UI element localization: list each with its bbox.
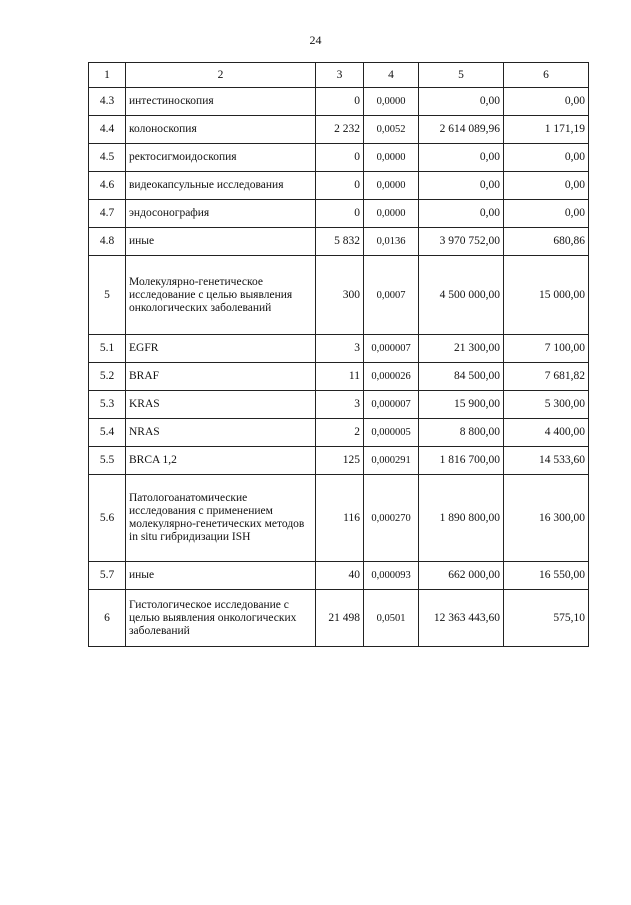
header-row [89, 63, 589, 88]
row-count: 3 [316, 391, 364, 419]
row-name: EGFR [126, 335, 316, 363]
page-number: 24 [309, 33, 322, 47]
row-name: Гистологическое исследование с целью выявления онкологических заболеваний [126, 590, 316, 647]
row-cost: 0,00 [504, 144, 589, 172]
row-number: 5.3 [89, 391, 126, 419]
row-number: 6 [89, 590, 126, 647]
row-count: 0 [316, 88, 364, 116]
header-cell: 6 [504, 63, 589, 88]
table-row [89, 562, 589, 590]
row-norm: 0,000291 [364, 447, 419, 475]
table-row [89, 256, 589, 335]
table-row [89, 200, 589, 228]
row-sum: 662 000,00 [419, 562, 504, 590]
row-norm: 0,000093 [364, 562, 419, 590]
row-name: колоноскопия [126, 116, 316, 144]
row-count: 125 [316, 447, 364, 475]
row-name: KRAS [126, 391, 316, 419]
row-number: 5.1 [89, 335, 126, 363]
row-sum: 1 890 800,00 [419, 475, 504, 562]
row-number: 4.8 [89, 228, 126, 256]
row-name: эндосонография [126, 200, 316, 228]
row-norm: 0,000007 [364, 391, 419, 419]
row-cost: 14 533,60 [504, 447, 589, 475]
row-count: 5 832 [316, 228, 364, 256]
row-sum: 0,00 [419, 88, 504, 116]
row-cost: 16 550,00 [504, 562, 589, 590]
row-norm: 0,000270 [364, 475, 419, 562]
row-norm: 0,0000 [364, 144, 419, 172]
row-number: 5.5 [89, 447, 126, 475]
row-count: 2 [316, 419, 364, 447]
row-number: 5.2 [89, 363, 126, 391]
row-count: 2 232 [316, 116, 364, 144]
row-name: Молекулярно-генетическое исследование с целью выявления онкологических заболеваний [126, 256, 316, 335]
row-cost: 0,00 [504, 200, 589, 228]
row-number: 4.6 [89, 172, 126, 200]
row-norm: 0,0136 [364, 228, 419, 256]
header-cell: 4 [364, 63, 419, 88]
header-cell: 3 [316, 63, 364, 88]
row-count: 40 [316, 562, 364, 590]
row-name: BRAF [126, 363, 316, 391]
row-name: BRCA 1,2 [126, 447, 316, 475]
data-table [88, 62, 589, 647]
header-cell: 5 [419, 63, 504, 88]
row-sum: 12 363 443,60 [419, 590, 504, 647]
row-norm: 0,0000 [364, 172, 419, 200]
row-sum: 0,00 [419, 144, 504, 172]
header-cell: 2 [126, 63, 316, 88]
row-sum: 15 900,00 [419, 391, 504, 419]
table-row [89, 363, 589, 391]
row-cost: 7 681,82 [504, 363, 589, 391]
row-sum: 0,00 [419, 172, 504, 200]
row-cost: 4 400,00 [504, 419, 589, 447]
row-cost: 16 300,00 [504, 475, 589, 562]
row-norm: 0,0007 [364, 256, 419, 335]
row-count: 3 [316, 335, 364, 363]
table-row [89, 88, 589, 116]
row-count: 0 [316, 172, 364, 200]
table-row [89, 475, 589, 562]
row-norm: 0,0052 [364, 116, 419, 144]
row-norm: 0,0501 [364, 590, 419, 647]
row-number: 4.3 [89, 88, 126, 116]
table-row [89, 590, 589, 647]
row-number: 4.4 [89, 116, 126, 144]
row-number: 4.7 [89, 200, 126, 228]
row-count: 21 498 [316, 590, 364, 647]
row-norm: 0,0000 [364, 88, 419, 116]
table-row [89, 335, 589, 363]
row-name: Патологоанатомические исследования с применением молекулярно-генетических методов in situ гибридизации ISH [126, 475, 316, 562]
row-name: видеокапсульные исследования [126, 172, 316, 200]
row-norm: 0,000005 [364, 419, 419, 447]
row-cost: 5 300,00 [504, 391, 589, 419]
row-number: 4.5 [89, 144, 126, 172]
row-name: иные [126, 228, 316, 256]
row-name: NRAS [126, 419, 316, 447]
row-sum: 4 500 000,00 [419, 256, 504, 335]
row-number: 5.4 [89, 419, 126, 447]
row-sum: 21 300,00 [419, 335, 504, 363]
row-sum: 3 970 752,00 [419, 228, 504, 256]
row-count: 116 [316, 475, 364, 562]
row-number: 5.7 [89, 562, 126, 590]
row-count: 300 [316, 256, 364, 335]
row-name: интестиноскопия [126, 88, 316, 116]
row-sum: 8 800,00 [419, 419, 504, 447]
row-norm: 0,000026 [364, 363, 419, 391]
table-row [89, 447, 589, 475]
row-cost: 7 100,00 [504, 335, 589, 363]
row-number: 5 [89, 256, 126, 335]
row-count: 0 [316, 200, 364, 228]
row-sum: 0,00 [419, 200, 504, 228]
row-count: 11 [316, 363, 364, 391]
row-cost: 1 171,19 [504, 116, 589, 144]
row-norm: 0,000007 [364, 335, 419, 363]
table-row [89, 116, 589, 144]
table-row [89, 419, 589, 447]
row-count: 0 [316, 144, 364, 172]
row-name: иные [126, 562, 316, 590]
row-name: ректосигмоидоскопия [126, 144, 316, 172]
row-cost: 575,10 [504, 590, 589, 647]
table-row [89, 391, 589, 419]
table-row [89, 144, 589, 172]
row-sum: 84 500,00 [419, 363, 504, 391]
row-sum: 1 816 700,00 [419, 447, 504, 475]
row-cost: 0,00 [504, 88, 589, 116]
row-norm: 0,0000 [364, 200, 419, 228]
header-cell: 1 [89, 63, 126, 88]
table-row [89, 228, 589, 256]
table-row [89, 172, 589, 200]
row-cost: 15 000,00 [504, 256, 589, 335]
row-cost: 0,00 [504, 172, 589, 200]
row-sum: 2 614 089,96 [419, 116, 504, 144]
row-number: 5.6 [89, 475, 126, 562]
row-cost: 680,86 [504, 228, 589, 256]
